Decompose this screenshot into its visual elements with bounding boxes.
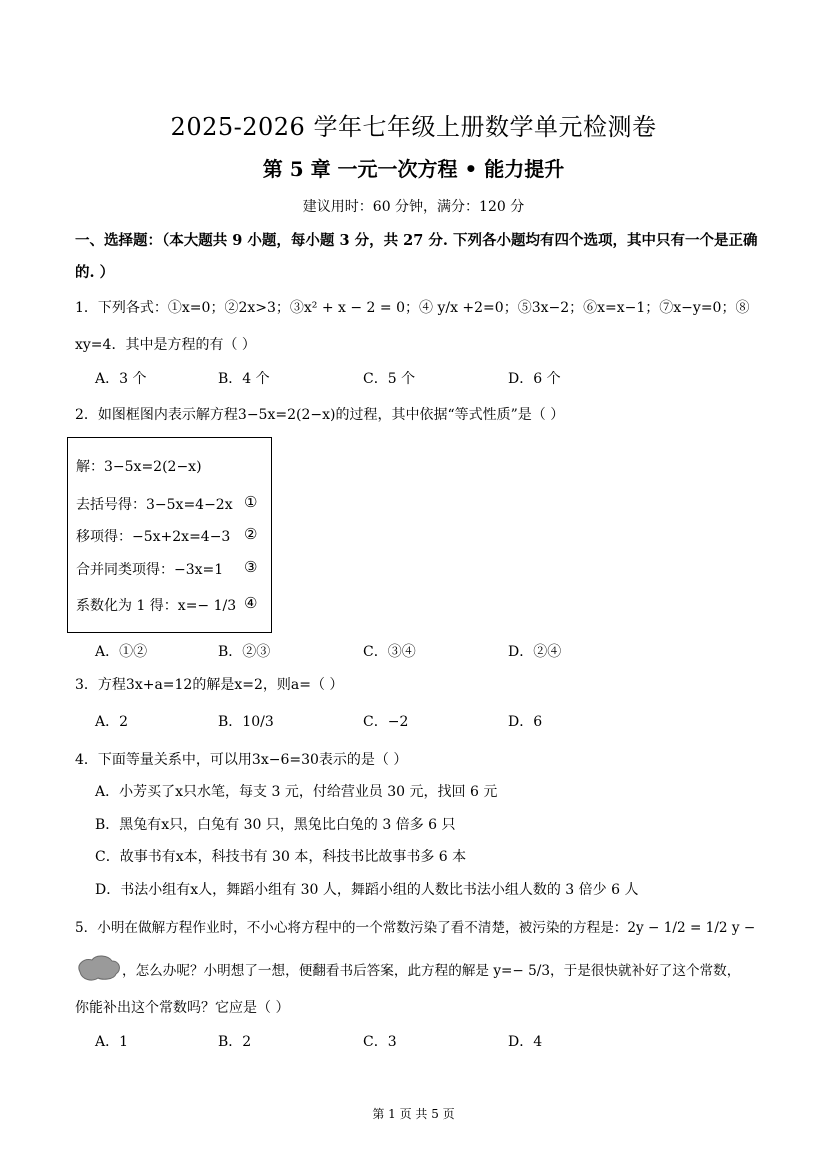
box-line-2: 移项得：−5x+2x=4−3 [76, 529, 231, 545]
box-line-3: 合并同类项得：−3x=1 [76, 562, 224, 578]
q1-option-b: B．4 个 [218, 371, 270, 387]
q2-option-d: D．②④ [508, 644, 562, 660]
q1-option-c: C．5 个 [363, 371, 416, 387]
q3-option-b: B．10/3 [218, 714, 274, 730]
q4-stem: 4．下面等量关系中，可以用3x−6=30表示的是（ ） [75, 752, 408, 768]
page-footer: 第 1 页 共 5 页 [372, 1107, 455, 1121]
q5-line3: 你能补出这个常数吗？它应是（ ） [75, 1000, 290, 1016]
box-line-1: 去括号得：3−5x=4−2x [76, 497, 233, 513]
page-title: 2025-2026 学年七年级上册数学单元检测卷 [170, 113, 657, 141]
q5-option-b: B．2 [218, 1034, 252, 1050]
step-marker-2: ② [244, 525, 258, 543]
q3-option-d: D．6 [508, 714, 543, 730]
q2-option-a: A．①② [95, 644, 148, 660]
q4-option-d: D．书法小组有x人，舞蹈小组有 30 人，舞蹈小组的人数比书法小组人数的 3 倍少 6 人 [95, 882, 639, 898]
q4-option-a: A．小芳买了x只水笔，每支 3 元，付给营业员 30 元，找回 6 元 [95, 784, 498, 800]
q1-option-d: D．6 个 [508, 371, 561, 387]
q5-line1: 5．小明在做解方程作业时，不小心将方程中的一个常数污染了看不清楚，被污染的方程是：2y − 1/2 = 1/2 y − [75, 920, 756, 936]
q1-line2: xy=4．其中是方程的有（ ） [75, 337, 256, 353]
timing-info: 建议用时：60 分钟，满分：120 分 [302, 199, 525, 215]
q3-option-c: C．−2 [363, 714, 409, 730]
section-heading-line1: 一、选择题：（本大题共 9 小题，每小题 3 分，共 27 分. 下列各小题均有四个选项，其中只有一个是正确 [75, 232, 758, 249]
q4-option-c: C．故事书有x本，科技书有 30 本，科技书比故事书多 6 本 [95, 849, 467, 865]
q5-option-c: C．3 [363, 1034, 397, 1050]
q2-option-c: C．③④ [363, 644, 416, 660]
q1-line1: 1．下列各式：①x=0；②2x>3；③x² + x − 2 = 0；④ y/x +2=0；⑤3x−2；⑥x=x−1；⑦x−y=0；⑧ [75, 300, 750, 316]
q2-stem: 2．如图框图内表示解方程3−5x=2(2−x)的过程，其中依据“等式性质”是（ ） [75, 407, 565, 423]
section-heading-line2: 的. ） [75, 264, 115, 281]
step-marker-4: ④ [244, 594, 258, 612]
q4-option-b: B．黑兔有x只，白兔有 30 只，黑兔比白兔的 3 倍多 6 只 [95, 817, 456, 833]
solution-box [67, 437, 272, 633]
q5-option-a: A．1 [95, 1034, 129, 1050]
step-marker-1: ① [244, 493, 258, 511]
q3-option-a: A．2 [95, 714, 129, 730]
box-line-4: 系数化为 1 得：x=− 1/3 [76, 598, 237, 614]
q5-line2: ，怎么办呢？小明想了一想，便翻看书后答案，此方程的解是 y=− 5/3，于是很快就补好了这个常数， [122, 963, 741, 979]
q2-option-b: B．②③ [218, 644, 271, 660]
step-marker-3: ③ [244, 558, 258, 576]
q3-stem: 3．方程3x+a=12的解是x=2，则a=（ ） [75, 677, 344, 693]
ink-stain-icon [74, 952, 122, 982]
chapter-subtitle: 第 5 章 一元一次方程 • 能力提升 [262, 157, 565, 181]
box-line-0: 解：3−5x=2(2−x) [76, 459, 202, 475]
q1-option-a: A．3 个 [95, 371, 147, 387]
q5-option-d: D．4 [508, 1034, 543, 1050]
